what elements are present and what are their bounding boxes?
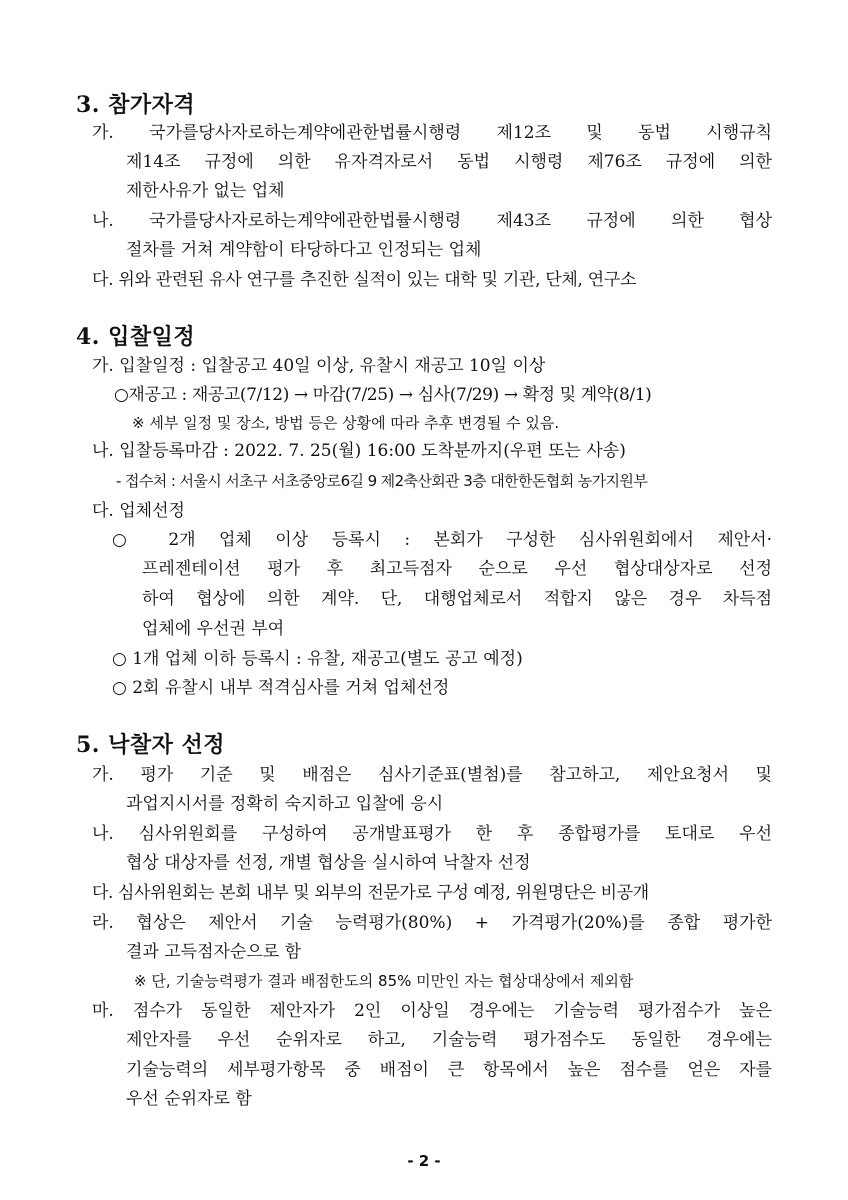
s4-da-bullet1-line4: 업체에 우선권 부여 bbox=[142, 619, 285, 639]
s4-da-bullet1-line2: 프레젠테이션 평가 후 최고득점자 순으로 우선 협상대상자로 선정 bbox=[142, 559, 772, 579]
section-5-title: 5. 낙찰자 선정 bbox=[76, 732, 226, 758]
s5-item-ma-line2: 제안자를 우선 순위자로 하고, 기술능력 평가점수도 동일한 경우에는 bbox=[126, 1030, 772, 1050]
s5-item-ma-line1: 마. 점수가 동일한 제안자가 2인 이상일 경우에는 기술능력 평가점수가 높은 bbox=[92, 1001, 772, 1021]
s4-item-da: 다. 업체선정 bbox=[92, 501, 185, 521]
s4-da-bullet1-line1: ○ 2개 업체 이상 등록시 : 본회가 구성한 심사위원회에서 제안서· bbox=[112, 530, 772, 550]
s4-item-ga-note: ※ 세부 일정 및 장소, 방법 등은 상황에 따라 추후 변경될 수 있음. bbox=[132, 414, 560, 432]
s4-da-bullet1-line3: 하여 협상에 의한 계약. 단, 대행업체로서 적합지 않은 경우 차득점 bbox=[142, 589, 772, 609]
s5-item-ra-note: ※ 단, 기술능력평가 결과 배점한도의 85% 미만인 자는 협상대상에서 제외함 bbox=[134, 972, 634, 990]
s4-item-na: 나. 입찰등록마감 : 2022. 7. 25(월) 16:00 도착분까지(우편 또는 사송) bbox=[92, 441, 626, 461]
s4-da-bullet2: ○ 1개 업체 이하 등록시 : 유찰, 재공고(별도 공고 예정) bbox=[112, 649, 523, 669]
s5-item-ra-line2: 결과 고득점자순으로 함 bbox=[126, 942, 302, 962]
s5-item-ga-line1: 가. 평가 기준 및 배점은 심사기준표(별첨)를 참고하고, 제안요청서 및 bbox=[92, 765, 772, 785]
s5-item-ga-line2: 과업지시서를 정확히 숙지하고 입찰에 응시 bbox=[126, 794, 444, 814]
s5-item-na-line1: 나. 심사위원회를 구성하여 공개발표평가 한 후 종합평가를 토대로 우선 bbox=[92, 824, 772, 844]
s5-item-ma-line4: 우선 순위자로 함 bbox=[126, 1089, 252, 1109]
s4-item-ga-bullet: ○재공고 : 재공고(7/12) → 마감(7/25) → 심사(7/29) → 확정 및 계약(8/1) bbox=[114, 385, 652, 405]
s5-item-da: 다. 심사위원회는 본회 내부 및 외부의 전문가로 구성 예정, 위원명단은 비공개 bbox=[92, 883, 649, 903]
s4-item-na-sub: - 접수처 : 서울시 서초구 서초중앙로6길 9 제2축산회관 3층 대한한돈협회 농가지원부 bbox=[116, 472, 648, 490]
page-number: - 2 - bbox=[407, 1152, 441, 1170]
s5-item-ma-line3: 기술능력의 세부평가항목 중 배점이 큰 항목에서 높은 점수를 얻은 자를 bbox=[126, 1060, 772, 1080]
s3-item-ga-line3: 제한사유가 없는 업체 bbox=[126, 181, 285, 201]
s4-item-ga: 가. 입찰일정 : 입찰공고 40일 이상, 유찰시 재공고 10일 이상 bbox=[92, 356, 546, 376]
s3-item-na-line1: 나. 국가를당사자로하는계약에관한법률시행령 제43조 규정에 의한 협상 bbox=[92, 211, 772, 231]
s3-item-ga-line1: 가. 국가를당사자로하는계약에관한법률시행령 제12조 및 동법 시행규칙 bbox=[92, 123, 772, 143]
s5-item-na-line2: 협상 대상자를 선정, 개별 협상을 실시하여 낙찰자 선정 bbox=[126, 853, 531, 873]
s4-da-bullet3: ○ 2회 유찰시 내부 적격심사를 거쳐 업체선정 bbox=[112, 678, 450, 698]
s3-item-na-line2: 절차를 거쳐 계약함이 타당하다고 인정되는 업체 bbox=[126, 240, 482, 260]
s5-item-ra-line1: 라. 협상은 제안서 기술 능력평가(80%) + 가격평가(20%)를 종합 평가한 bbox=[92, 913, 772, 933]
s3-item-da: 다. 위와 관련된 유사 연구를 추진한 실적이 있는 대학 및 기관, 단체, 연구소 bbox=[92, 270, 637, 290]
s3-item-ga-line2: 제14조 규정에 의한 유자격자로서 동법 시행령 제76조 규정에 의한 bbox=[126, 152, 772, 172]
section-3-title: 3. 참가자격 bbox=[76, 92, 196, 118]
section-4-title: 4. 입찰일정 bbox=[76, 324, 196, 350]
